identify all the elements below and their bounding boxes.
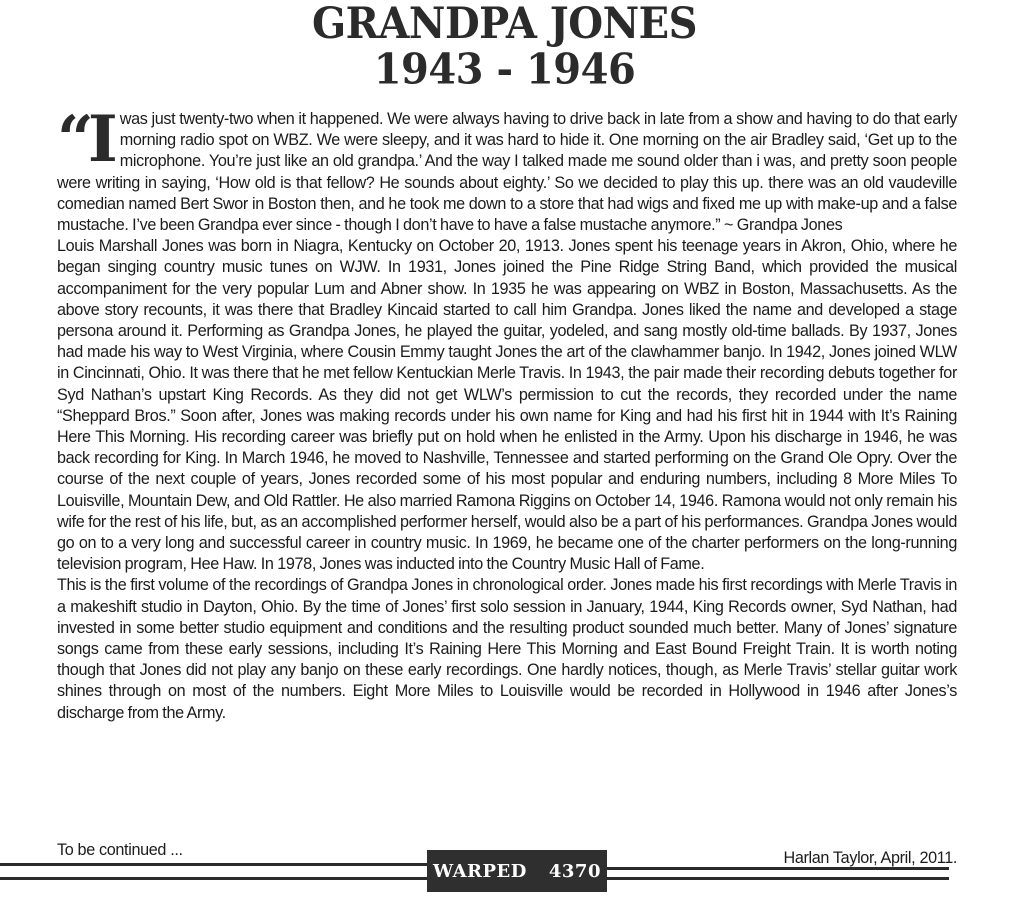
author-signature: Harlan Taylor, April, 2011. — [783, 849, 957, 867]
title-years: 1943 - 1946 — [373, 44, 636, 95]
catalog-number: 4370 — [548, 860, 601, 882]
divider-rule-right-top — [606, 867, 949, 870]
title-artist: GRANDPA JONES — [311, 0, 698, 49]
recordings-paragraph: This is the first volume of the recordings of Grandpa Jones in chronological order. Jones made his first recordings with Merle Travis in a makeshift studio in Dayton, Ohio. By the time of Jones’ first solo session in January, 1944, King Records owner, Syd Nathan, had invested in some better studio equipment and conditions and the resulting product sounded much better. Many of Jones’ signature songs came from these early sessions, including It’s Raining Here This Morning and East Bound Freight Train. It is worth noting though that Jones did not play any banjo on these early recordings. One hardly notices, though, as Merle Travis’ stellar guitar work shines through on most of the numbers. Eight More Miles to Louisville would be recorded in Hollywood in 1946 after Jones’s discharge from the Army. — [57, 576, 957, 722]
quote-text: was just twenty-two when it happened. We were always having to drive back in late from a show and having to do that early morning radio spot on WBZ. We were sleepy, and it was hard to hide it. One morning on the air Bradley said, ‘Get up to the microphone. You’re just like an old grandpa.’ And the way I talked made me sound older than i was, and pretty soon people were writing in saying, ‘How old is that fellow? He sounds about eighty.’ So we decided to play this up. there was an old vaudeville comedian named Bert Swor in Boston then, and he took me down to a store that had wigs and fixed me up with make-up and a false mustache. I’ve been Grandpa ever since - though I don’t have to have a false mustache anymore.” ~ Grandpa Jones — [57, 110, 957, 235]
label-name: WARPED — [433, 860, 527, 882]
divider-rule-left-top — [0, 863, 430, 866]
page-title — [0, 0, 1009, 95]
bio-paragraph: Louis Marshall Jones was born in Niagra, Kentucky on October 20, 1913. Jones spent his teenage years in Akron, Ohio, where he began singing country music tunes on WJW. In 1931, Jones joined the Pine Ridge String Band, which provided the musical accompaniment for the very popular Lum and Abner show. In 1935 he was appearing on WBZ in Boston, Massachusetts. As the above story recounts, it was there that Bradley Kincaid started to call him Grandpa. Jones liked the name and developed a stage persona around it. Performing as Grandpa Jones, he played the guitar, yodeled, and sang mostly old-time ballads. By 1937, Jones had made his way to West Virginia, where Cousin Emmy taught Jones the art of the clawhammer banjo. In 1942, Jones joined WLW in Cincinnati, Ohio. It was there that he met fellow Kentuckian Merle Travis. In 1943, the pair made their recording debuts together for Syd Nathan’s upstart King Records. As they did not get WLW’s permission to cut the records, they recorded under the name “Sheppard Bros.” Soon after, Jones was making records under his own name for King and had his first hit in 1944 with It’s Raining Here This Morning. His recording career was briefly put on hold when he enlisted in the Army. Upon his discharge in 1946, he was back recording for King. In March 1946, he moved to Nashville, Tennessee and started performing on the Grand Ole Opry. Over the course of the next couple of years, Jones recorded some of his most popular and enduring numbers, including 8 More Miles To Louisville, Mountain Dew, and Old Rattler. He also married Ramona Riggins on October 14, 1946. Ramona would not only remain his wife for the rest of his life, but, as an accomplished performer herself, would also be a part of his performances. Grandpa Jones would go on to a very long and successful career in country music. In 1969, he became one of the charter performers on the long-running television program, Hee Haw. In 1978, Jones was inducted into the Country Music Hall of Fame. — [57, 237, 957, 574]
catalog-badge — [427, 850, 607, 892]
quote-paragraph — [57, 102, 957, 236]
to-be-continued: To be continued ... — [57, 841, 183, 859]
drop-cap: “I — [57, 102, 112, 177]
divider-rule-left-bottom — [0, 877, 430, 880]
liner-notes-body — [57, 102, 957, 724]
divider-rule-right-bottom — [606, 877, 949, 880]
